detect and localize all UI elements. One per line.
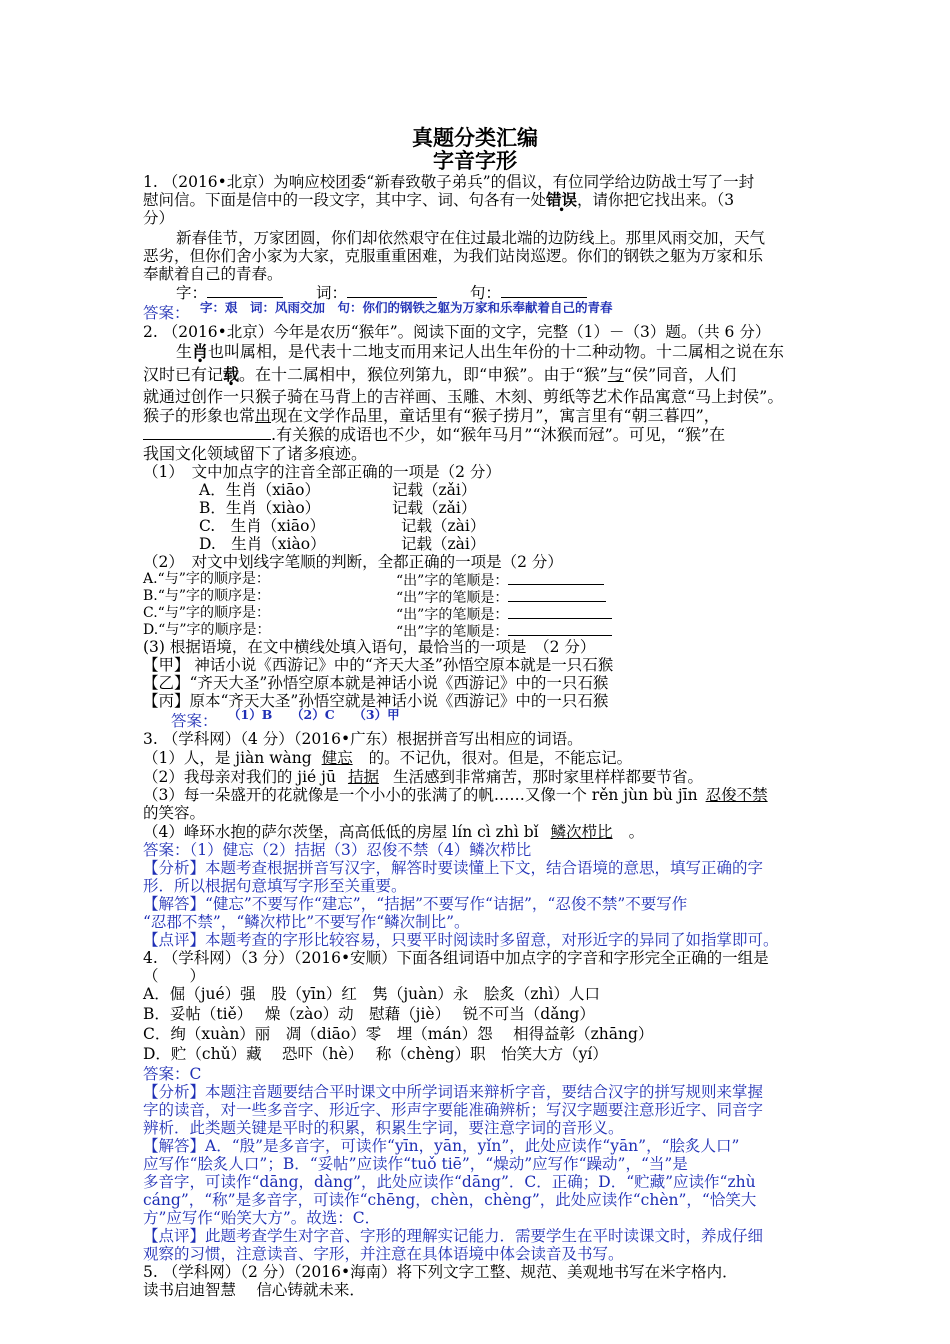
q3-item-3 bbox=[143, 786, 782, 804]
q2-sq1-opt-d: D. 生肖（xiào） bbox=[199, 535, 326, 553]
q2-p2c: 。在十二属相中，猴位列第九，即“申猴”。由于“猴” bbox=[239, 365, 608, 384]
q2-dotted-xiao: 肖 bbox=[192, 342, 209, 361]
q1-blank-zi bbox=[207, 283, 283, 298]
q3-solution-2: “忍郡不禁”，“鳞次栉比”不要写作“鳞次制比”。 bbox=[143, 913, 470, 931]
q4-solution-2: 应写作“脍炙人口”；B．“妥帖”应读作“tuǒ tiē”，“燥动”应写作“躁动”，“当”是 bbox=[143, 1155, 688, 1173]
q1-blank-ci-label: 词： bbox=[315, 284, 347, 302]
q4-comment-2: 观察的习惯，注意读音、字形，并注意在具体语境中体会读音及书写。 bbox=[143, 1245, 624, 1263]
q4-analysis-2: 字的读音，对一些多音字、形近字、形声字要能准确辨析；写汉字题要注意形近字、同音字 bbox=[143, 1101, 764, 1119]
q3-item-3-end: 的笑容。 bbox=[143, 804, 206, 822]
q4-line-2: （ ） bbox=[143, 967, 206, 985]
q4-solution-5: 方”应写作“贻笑大方”。故选：C． bbox=[143, 1209, 381, 1227]
q2-sq2-opt-c-text: “出”字的笔顺是： bbox=[396, 607, 509, 623]
q3-comment: 【点评】本题考查的字形比较容易，只要平时阅读时多留意，对形近字的异同了如指掌即可。 bbox=[143, 931, 779, 949]
document-title: 真题分类汇编 bbox=[412, 125, 538, 150]
q3-analysis-2: 形．所以根据句意填写字形至关重要。 bbox=[143, 877, 407, 895]
q1-answer: 字：艰 词：风雨交加 句：你们的钢铁之躯为万家和乐奉献着自己的青春 bbox=[200, 300, 613, 315]
q2-sq2-opt-b-line bbox=[508, 587, 606, 602]
q3-i2-text: （2）我母亲对我们的 jié jū bbox=[143, 768, 336, 786]
q3-solution-1: 【解答】“健忘”不要写作“建忘”，“拮据”不要写作“诘据”，“忍俊不禁”不要写作 bbox=[143, 895, 688, 913]
q2-p2e: “侯”同音，人们 bbox=[623, 365, 737, 384]
q1-line-2 bbox=[143, 191, 734, 209]
q2-sq1-opt-c-2: 记载（zài） bbox=[401, 517, 486, 535]
q2-sq3-opt-bing: 【丙】原本“齐天大圣”孙悟空就是神话小说《西游记》中的一只石猴 bbox=[143, 692, 609, 710]
q3-i1-answer: 健忘 bbox=[321, 749, 353, 767]
q2-passage-3: 就通过创作一只猴子骑在马背上的吉祥画、玉雕、木刻、剪纸等艺术作品寓意“马上封侯”。 bbox=[143, 387, 784, 406]
q3-i1-rest: 的。不记仇，很对。但是，不能忘记。 bbox=[368, 749, 633, 767]
q3-i1-text: （1）人，是 jiàn wàng bbox=[143, 749, 312, 767]
document-subtitle: 字音字形 bbox=[433, 148, 517, 173]
q1-answer-label: 答案： bbox=[143, 304, 190, 322]
q4-comment-1: 【点评】此题考查学生对字音、字形的理解实记能力．需要学生在平时读课文时，养成仔细 bbox=[143, 1227, 764, 1245]
q4-option-b: B．妥帖（tiě） 燥（zào）动 慰藉（jiè） 锐不可当（dǎng） bbox=[143, 1005, 595, 1023]
q1-dotted-error: 错误 bbox=[546, 190, 578, 209]
q2-p1c: 也叫属相，是代表十二地支而用来记人出生年份的十二种动物。十二属相之说在东 bbox=[208, 342, 785, 361]
q4-analysis-1: 【分析】本题注音题要结合平时课文中所学词语来辩析字音，要结合汉字的拼写规则来掌握 bbox=[143, 1083, 764, 1101]
q2-dotted-zai: 载 bbox=[223, 365, 240, 384]
q4-solution-4: cáng”，“称”是多音字，可读作“chēng，chèn，chèng”，此处应读作“chèn”，“恰笑大 bbox=[143, 1191, 757, 1209]
q3-i4-answer: 鳞次栉比 bbox=[550, 823, 613, 841]
q2-sq2-opt-d-line bbox=[508, 621, 612, 636]
q1-blank-zi-label: 字： bbox=[176, 284, 208, 302]
q2-sq2-opt-c-line bbox=[508, 604, 612, 619]
q4-solution-1: 【解答】A．“殷”是多音字，可读作“yīn，yān，yǐn”，此处应读作“yān”，“脍炙人口” bbox=[143, 1137, 740, 1155]
q2-p4c: 现在文学作品里，童话里有“猴子捞月”，寓言里有“朝三暮四”， bbox=[271, 406, 720, 425]
q2-passage-4 bbox=[143, 406, 720, 426]
q2-passage-6: 我国文化领域留下了诸多痕迹。 bbox=[143, 444, 368, 463]
q3-i2-rest: 生活感到非常痛苦，那时家里样样都要节省。 bbox=[392, 768, 703, 786]
q2-fill-blank bbox=[143, 425, 271, 440]
q2-subq-3: (3) 根据语境，在文中横线处填入语句，最恰当的一项是 （2 分） bbox=[143, 638, 596, 656]
q2-passage-1 bbox=[176, 342, 784, 362]
q2-sq3-opt-jia: 【甲】 神话小说《西游记》中的“齐天大圣”孙悟空原本就是一只石猴 bbox=[143, 656, 614, 674]
q2-sq2-opt-b: B.“与”字的顺序是： bbox=[143, 588, 271, 604]
q2-p4a: 猴子的形象也常 bbox=[143, 406, 256, 425]
q2-answer-label: 答案： bbox=[171, 712, 218, 730]
q4-line-1: 4. （学科网）（3 分）（2016•安顺）下面各组词语中加点字的字音和字形完全正确的一组是 bbox=[143, 949, 769, 967]
q4-solution-3: 多音字，可读作“dāng，dàng”，此处应读作“dāng”．C．正确；D．“贮藏”应读作“zhù bbox=[143, 1173, 756, 1191]
q4-option-c: C．绚（xuàn）丽 凋（diāo）零 埋（mán）怨 相得益彰（zhāng） bbox=[143, 1025, 654, 1043]
q4-answer: 答案：C bbox=[143, 1065, 202, 1083]
q1-line-2a: 慰问信。下面是信中的一段文字，其中字、词、句各有一处 bbox=[143, 191, 547, 209]
q2-p2a: 汉时已有记 bbox=[143, 365, 224, 384]
q4-option-a: A．倔（jué）强 股（yīn）红 隽（juàn）永 脍炙（zhì）人口 bbox=[143, 985, 600, 1003]
q2-sq2-opt-b-text: “出”字的笔顺是： bbox=[396, 590, 509, 606]
q3-item-1 bbox=[143, 749, 632, 767]
q3-analysis-1: 【分析】本题考查根据拼音写汉字，解答时要读懂上下文，结合语境的意思，填写正确的字 bbox=[143, 859, 764, 877]
q1-line-3: 分） bbox=[143, 209, 175, 227]
q2-answer: （1）B （2）C （3）甲 bbox=[228, 707, 400, 722]
q3-item-4 bbox=[143, 823, 644, 841]
q1-line-1: 1. （2016•北京）为响应校团委“新春致敬子弟兵”的倡议，有位同学给边防战士写了一封 bbox=[143, 173, 755, 191]
q2-sq2-opt-d: D.“与”字的顺序是： bbox=[143, 622, 271, 638]
q2-line-1: 2. （2016•北京）今年是农历“猴年”。阅读下面的文字，完整（1）－（3）题。（共 6 分） bbox=[143, 323, 771, 341]
q3-i3-text: （3）每一朵盛开的花就像是一个小小的张满了的帆……又像一个 rěn jùn bù jīn bbox=[143, 786, 698, 804]
q1-passage-3: 奉献着自己的青春。 bbox=[143, 265, 283, 283]
q3-answer: 答案：（1）健忘（2）拮据（3）忍俊不禁（4）鳞次栉比 bbox=[143, 841, 532, 859]
q3-i2-answer: 拮据 bbox=[347, 768, 379, 786]
q3-i4-text: （4）峰环水抱的萨尔茨堡，高高低低的房屋 lín cì zhì bǐ bbox=[143, 823, 539, 841]
q2-sq2-opt-a-line bbox=[508, 570, 604, 585]
q2-subq-2: （2） 对文中划线字笔顺的判断，全都正确的一项是（2 分） bbox=[143, 553, 563, 571]
q2-p1a: 生 bbox=[176, 342, 193, 361]
q2-sq2-opt-a: A.“与”字的顺序是： bbox=[143, 571, 270, 587]
q4-option-d: D．贮（chǔ）藏 恐吓（hè） 称（chèng）职 怡笑大方（yí） bbox=[143, 1045, 608, 1063]
q2-passage-2 bbox=[143, 365, 736, 385]
q3-item-2 bbox=[143, 768, 703, 786]
q2-sq2-opt-d-text: “出”字的笔顺是： bbox=[396, 624, 509, 640]
q2-subq-1: （1） 文中加点字的注音全部正确的一项是（2 分） bbox=[143, 463, 501, 481]
q2-sq3-opt-yi: 【乙】“齐天大圣”孙悟空原本就是神话小说《西游记》中的一只石猴 bbox=[143, 674, 609, 692]
q2-sq1-opt-d-2: 记载（zài） bbox=[401, 535, 486, 553]
q2-p5: .有关猴的成语也不少，如“猴年马月”“沐猴而冠”。可见，“猴”在 bbox=[271, 425, 726, 444]
q2-sq2-opt-c: C.“与”字的顺序是： bbox=[143, 605, 270, 621]
q3-i4-rest: 。 bbox=[628, 823, 645, 841]
q2-underlined-yu: 与 bbox=[607, 365, 624, 384]
q2-underlined-chu: 出 bbox=[255, 406, 272, 425]
q4-analysis-3: 辨析．此类题关键是平时的积累，积累生字词，要注意字词的音形义。 bbox=[143, 1119, 624, 1137]
q2-passage-5 bbox=[143, 425, 725, 445]
q2-sq1-opt-c: C. 生肖（xiāo） bbox=[199, 517, 326, 535]
q2-sq1-opt-a-2: 记载（zǎi） bbox=[392, 481, 477, 499]
q2-sq2-opt-a-text: “出”字的笔顺是： bbox=[396, 573, 509, 589]
q3-i3-answer: 忍俊不禁 bbox=[705, 786, 768, 804]
q1-line-2c: ，请你把它找出来。（3 bbox=[577, 191, 735, 209]
q2-sq1-opt-b: B．生肖（xiào） bbox=[199, 499, 321, 517]
q5-line-2: 读书启迪智慧 信心铸就未来． bbox=[143, 1281, 365, 1299]
q2-sq1-opt-b-2: 记载（zǎi） bbox=[392, 499, 477, 517]
q1-blank-ju-label: 句： bbox=[469, 284, 501, 302]
q1-blank-ci bbox=[347, 283, 437, 298]
q1-passage-2: 恶劣，但你们舍小家为大家，克服重重困难，为我们站岗巡逻。你们的钢铁之躯为万家和乐 bbox=[143, 247, 764, 265]
q1-blank-ju bbox=[501, 283, 587, 298]
q2-sq1-opt-a: A．生肖（xiāo） bbox=[199, 481, 320, 499]
q3-line-1: 3. （学科网）（4 分）（2016•广东）根据拼音写出相应的词语。 bbox=[143, 730, 583, 748]
q1-passage-1: 新春佳节，万家团圆，你们却依然艰守在住过最北端的边防线上。那里风雨交加，天气 bbox=[176, 229, 766, 247]
q5-line-1: 5. （学科网）（2 分）（2016•海南）将下列文字工整、规范、美观地书写在米字格内． bbox=[143, 1263, 738, 1281]
